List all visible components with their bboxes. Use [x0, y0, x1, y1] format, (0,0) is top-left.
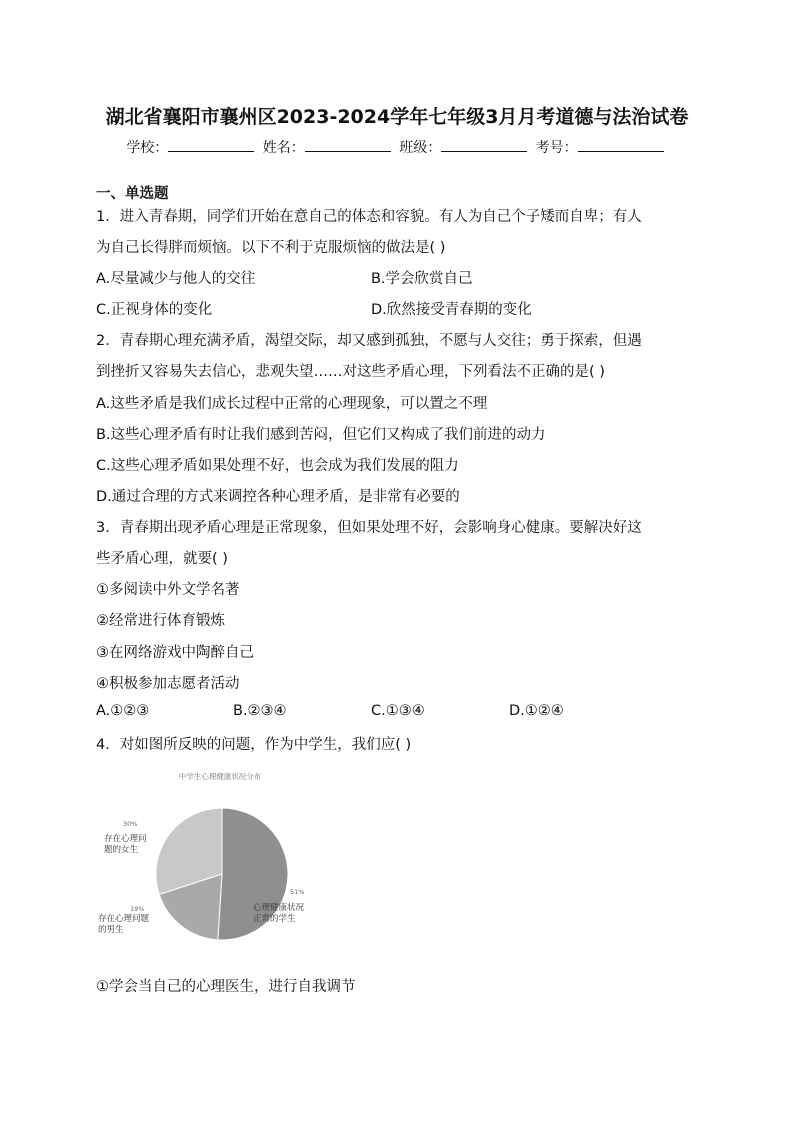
- q4-item-1: ①学会当自己的心理医生，进行自我调节: [96, 979, 356, 995]
- student-info-row: [0, 137, 794, 157]
- pie-category-label-2: 存在心理问题: [98, 914, 150, 924]
- q1-option-b: B.学会欣赏自己: [371, 271, 473, 287]
- name-label: 姓名：: [262, 140, 305, 156]
- q3-item-3: ③在网络游戏中陶醉自己: [96, 645, 254, 661]
- q1-option-c: C.正视身体的变化: [96, 302, 213, 318]
- school-label: 学校：: [126, 140, 169, 156]
- q1-stem-line1: 1．进入青春期，同学们开始在意自己的体态和容貌。有人为自己个子矮而自卑；有人: [96, 209, 642, 225]
- q3-stem-line1: 3．青春期出现矛盾心理是正常现象，但如果处理不好，会影响身心健康。要解决好这: [96, 520, 642, 536]
- exam-number-label: 考号：: [535, 140, 578, 156]
- q1-stem-line2: 为自己长得胖而烦恼。以下不利于克服烦恼的做法是( ): [96, 240, 446, 256]
- pie-pct-label-2: 19%: [130, 905, 145, 913]
- q2-option-b: B.这些心理矛盾有时让我们感到苦闷，但它们又构成了我们前进的动力: [96, 427, 546, 443]
- class-label: 班级：: [399, 140, 442, 156]
- q2-option-c: C.这些心理矛盾如果处理不好，也会成为我们发展的阻力: [96, 458, 459, 474]
- pie-chart: [90, 766, 340, 946]
- section-heading: 一、单选题: [96, 186, 169, 202]
- q2-option-d: D.通过合理的方式来调控各种心理矛盾，是非常有必要的: [96, 489, 460, 505]
- q3-item-4: ④积极参加志愿者活动: [96, 676, 240, 692]
- pie-category-label-1: 心理健康状况: [253, 903, 305, 913]
- school-blank[interactable]: [168, 137, 254, 152]
- q3-option-a: A.①②③: [96, 703, 150, 719]
- q2-stem-line2: 到挫折又容易失去信心，悲观失望……对这些矛盾心理，下列看法不正确的是( ): [96, 364, 605, 380]
- q3-item-2: ②经常进行体育锻炼: [96, 613, 225, 629]
- name-blank[interactable]: [305, 137, 391, 152]
- exam-title: 湖北省襄阳市襄州区2023-2024学年七年级3月月考道德与法治试卷: [105, 106, 689, 128]
- q3-option-d: D.①②④: [509, 703, 564, 719]
- q1-option-d: D.欣然接受青春期的变化: [371, 302, 532, 318]
- exam-number-blank[interactable]: [578, 137, 664, 152]
- pie-category-label-3: 题的女生: [104, 845, 139, 855]
- q2-option-a: A.这些矛盾是我们成长过程中正常的心理现象，可以置之不理: [96, 396, 488, 412]
- chart-title: 中学生心理健康状况分布: [178, 772, 262, 781]
- pie-category-label-1: 正常的学生: [253, 914, 296, 924]
- q3-option-c: C.①③④: [371, 703, 425, 719]
- pie-chart-svg: [90, 766, 340, 946]
- q1-option-a: A.尽量减少与他人的交往: [96, 271, 256, 287]
- q3-item-1: ①多阅读中外文学名著: [96, 582, 240, 598]
- pie-pct-label-1: 51%: [290, 888, 305, 896]
- pie-pct-label-3: 30%: [123, 820, 138, 828]
- q4-stem: 4．对如图所反映的问题，作为中学生，我们应( ): [96, 737, 412, 753]
- class-blank[interactable]: [441, 137, 527, 152]
- q3-stem-line2: 些矛盾心理，就要( ): [96, 551, 228, 567]
- pie-category-label-3: 存在心理问: [104, 834, 147, 844]
- q3-option-b: B.②③④: [233, 703, 287, 719]
- q2-stem-line1: 2．青春期心理充满矛盾，渴望交际，却又感到孤独，不愿与人交往；勇于探索，但遇: [96, 333, 642, 349]
- pie-category-label-2: 的男生: [98, 925, 124, 935]
